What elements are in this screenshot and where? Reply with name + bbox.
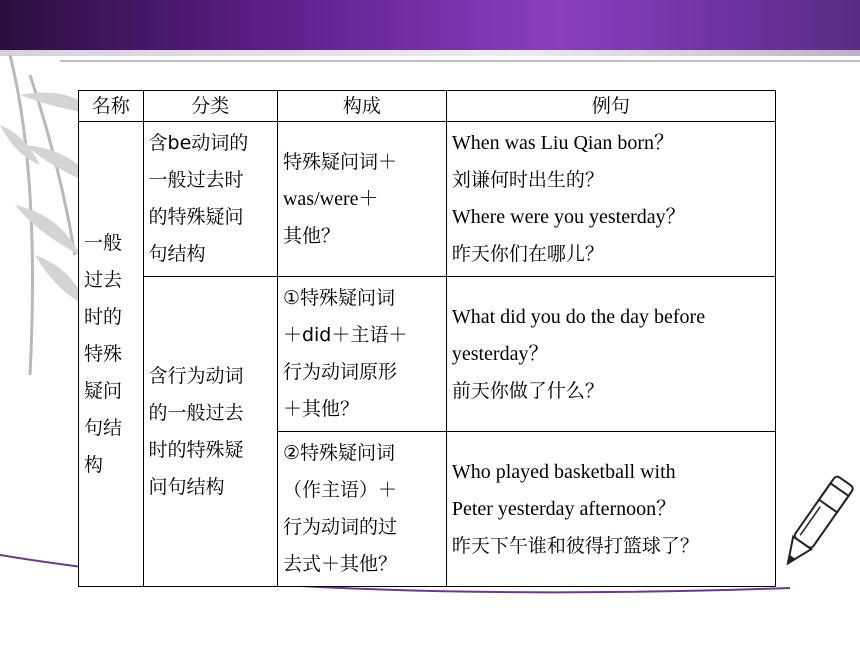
header-name: 名称 [79, 91, 144, 122]
category-cell-action [143, 277, 277, 587]
example-line: Who played basketball with [451, 460, 676, 483]
structure-line: 行为动词的过 [282, 516, 397, 538]
example-line: 刘谦何时出生的？ [451, 169, 604, 191]
category-line: 一般过去时 [148, 169, 244, 191]
example-line: 昨天下午谁和彼得打篮球了？ [451, 534, 699, 557]
structure-cell-did [277, 277, 446, 432]
name-cell [79, 122, 144, 587]
example-line: 前天你做了什么？ [451, 379, 604, 402]
name-line: 构 [84, 453, 104, 476]
category-line: 含行为动词 [148, 364, 244, 387]
header-example: 例句 [446, 91, 775, 122]
banner-divider [0, 50, 860, 56]
name-line: 疑问 [84, 379, 123, 402]
structure-line: ②特殊疑问词 [282, 442, 396, 464]
top-rule [60, 60, 860, 62]
name-line: 特殊 [84, 342, 123, 365]
structure-line: was/were＋ [282, 187, 379, 210]
table-row [79, 277, 776, 432]
category-line: 的一般过去 [148, 401, 244, 424]
header-banner [0, 0, 860, 52]
table-row [79, 122, 776, 277]
structure-line: 其他？ [282, 224, 340, 247]
name-line: 过去 [84, 268, 123, 291]
structure-line: ＋其他？ [282, 398, 359, 420]
structure-line: 行为动词原形 [282, 361, 397, 383]
structure-line: 特殊疑问词＋ [282, 150, 397, 173]
category-line: 问句结构 [148, 475, 225, 498]
name-line: 时的 [84, 305, 123, 328]
header-category: 分类 [143, 91, 277, 122]
example-line: yesterday？ [451, 342, 549, 365]
example-line: Where were you yesterday？ [451, 206, 686, 228]
grammar-table [78, 90, 776, 587]
header-structure: 构成 [277, 91, 446, 122]
name-line: 一般 [84, 231, 123, 254]
table-header-row [79, 91, 776, 122]
structure-line: ①特殊疑问词 [282, 287, 396, 309]
category-line: 含be动词的 [148, 132, 249, 154]
example-cell-did [446, 277, 775, 432]
category-cell-be [143, 122, 277, 277]
example-cell-subject [446, 432, 775, 587]
name-line: 句结 [84, 416, 123, 439]
category-line: 句结构 [148, 243, 206, 265]
example-line: Peter yesterday afternoon？ [451, 497, 677, 520]
category-line: 的特殊疑问 [148, 206, 244, 228]
structure-line: 去式＋其他？ [282, 553, 397, 575]
category-line: 时的特殊疑 [148, 438, 244, 461]
example-line: When was Liu Qian born？ [451, 132, 674, 154]
structure-cell-subject [277, 432, 446, 587]
structure-line: （作主语）＋ [282, 479, 397, 501]
example-line: 昨天你们在哪儿？ [451, 243, 604, 265]
structure-line: ＋did＋主语＋ [282, 324, 408, 346]
structure-cell-be [277, 122, 446, 277]
example-cell-be [446, 122, 775, 277]
example-line: What did you do the day before [451, 305, 706, 328]
